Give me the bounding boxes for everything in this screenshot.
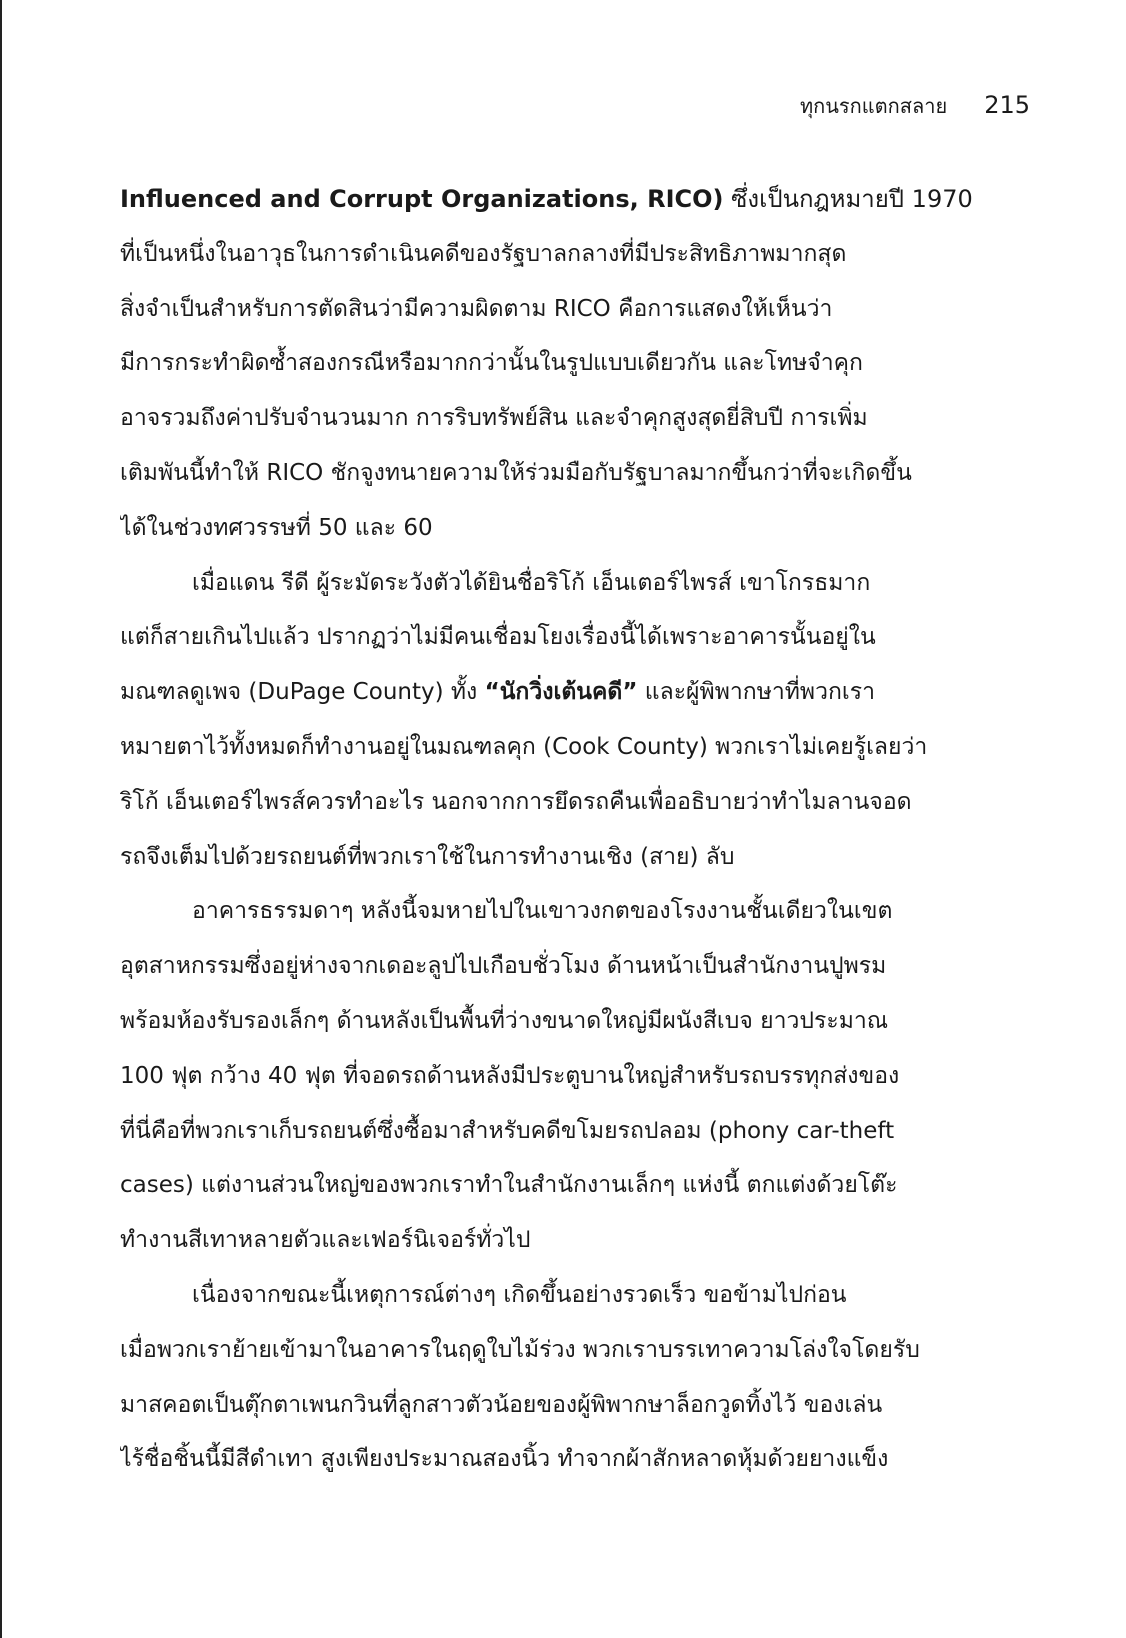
text-line: เมื่อพวกเราย้ายเข้ามาในอาคารในฤดูใบไม้ร่วง พวกเราบรรเทาความโล่งใจโดยรับ: [120, 1336, 920, 1363]
text-line: มีการกระทำผิดซ้ำสองกรณีหรือมากกว่านั้นในรูปแบบเดียวกัน และโทษจำคุก: [120, 350, 863, 377]
text-line: พร้อมห้องรับรองเล็กๆ ด้านหลังเป็นพื้นที่ว่างขนาดใหญ่มีผนังสีเบจ ยาวประมาณ: [120, 1007, 889, 1034]
text-line: [120, 172, 1030, 227]
text-line: ได้ในช่วงทศวรรษที่ 50 และ 60: [120, 514, 433, 541]
running-title: ทุกนรกแตกสลาย: [799, 94, 948, 118]
text-line: [120, 665, 1030, 720]
text-line: อาจรวมถึงค่าปรับจำนวนมาก การริบทรัพย์สิน และจำคุกสูงสุดยี่สิบปี การเพิ่ม: [120, 405, 868, 432]
paragraph-first-line: เมื่อแดน รีดี ผู้ระมัดระวังตัวได้ยินชื่อริโก้ เอ็นเตอร์ไพรส์ เขาโกรธมาก: [192, 569, 871, 596]
bold-quoted-term: “นักวิ่งเต้นคดี”: [484, 679, 638, 706]
text-line: 100 ฟุต กว้าง 40 ฟุต ที่จอดรถด้านหลังมีประตูบานใหญ่สำหรับรถบรรทุกส่งของ: [120, 1062, 900, 1089]
running-header: [120, 88, 1030, 122]
text-line: มาสคอตเป็นตุ๊กตาเพนกวินที่ลูกสาวตัวน้อยของผู้พิพากษาล็อกวูดทิ้งไว้ ของเล่น: [120, 1391, 883, 1418]
page-number: 215: [984, 91, 1030, 119]
text-line: ริโก้ เอ็นเตอร์ไพรส์ควรทำอะไร นอกจากการยึดรถคืนเพื่ออธิบายว่าทำไมลานจอด: [120, 788, 912, 815]
text-line: อุตสาหกรรมซึ่งอยู่ห่างจากเดอะลูปไปเกือบชั่วโมง ด้านหน้าเป็นสำนักงานปูพรม: [120, 953, 887, 980]
text-line: ที่เป็นหนึ่งในอาวุธในการดำเนินคดีของรัฐบาลกลางที่มีประสิทธิภาพมากสุด: [120, 240, 847, 267]
text-line: สิ่งจำเป็นสำหรับการตัดสินว่ามีความผิดตาม RICO คือการแสดงให้เห็นว่า: [120, 295, 833, 322]
paragraph-first-line: เนื่องจากขณะนี้เหตุการณ์ต่างๆ เกิดขึ้นอย่างรวดเร็ว ขอข้ามไปก่อน: [192, 1281, 847, 1308]
bold-english-phrase: Influenced and Corrupt Organizations, RICO): [120, 185, 724, 213]
text-line: ทำงานสีเทาหลายตัวและเฟอร์นิเจอร์ทั่วไป: [120, 1227, 531, 1254]
paragraph-first-line: อาคารธรรมดาๆ หลังนี้จมหายไปในเขาวงกตของโรงงานชั้นเดียวในเขต: [192, 898, 893, 925]
text-line: รถจึงเต็มไปด้วยรถยนต์ที่พวกเราใช้ในการทำงานเชิง (สาย) ลับ: [120, 843, 735, 870]
text-line: เติมพันนี้ทำให้ RICO ชักจูงทนายความให้ร่วมมือกับรัฐบาลมากขึ้นกว่าที่จะเกิดขึ้น: [120, 459, 912, 486]
text-fragment: และผู้พิพากษาที่พวกเรา: [637, 679, 876, 706]
text-fragment: ซึ่งเป็นกฎหมายปี 1970: [723, 185, 973, 213]
text-line: ที่นี่คือที่พวกเราเก็บรถยนต์ซึ่งซื้อมาสำหรับคดีขโมยรถปลอม (phony car-theft: [120, 1117, 895, 1144]
text-line: หมายตาไว้ทั้งหมดก็ทำงานอยู่ในมณฑลคุก (Cook County) พวกเราไม่เคยรู้เลยว่า: [120, 733, 928, 760]
text-fragment: มณฑลดูเพจ (DuPage County) ทั้ง: [120, 679, 485, 706]
text-line: แต่ก็สายเกินไปแล้ว ปรากฏว่าไม่มีคนเชื่อมโยงเรื่องนี้ได้เพราะอาคารนั้นอยู่ใน: [120, 624, 876, 651]
body-text: [120, 172, 1030, 1487]
text-line: ไร้ชื่อชิ้นนี้มีสีดำเทา สูงเพียงประมาณสองนิ้ว ทำจากผ้าสักหลาดหุ้มด้วยยางแข็ง: [120, 1446, 889, 1473]
text-line: cases) แต่งานส่วนใหญ่ของพวกเราทำในสำนักงานเล็กๆ แห่งนี้ ตกแต่งด้วยโต๊ะ: [120, 1172, 898, 1199]
